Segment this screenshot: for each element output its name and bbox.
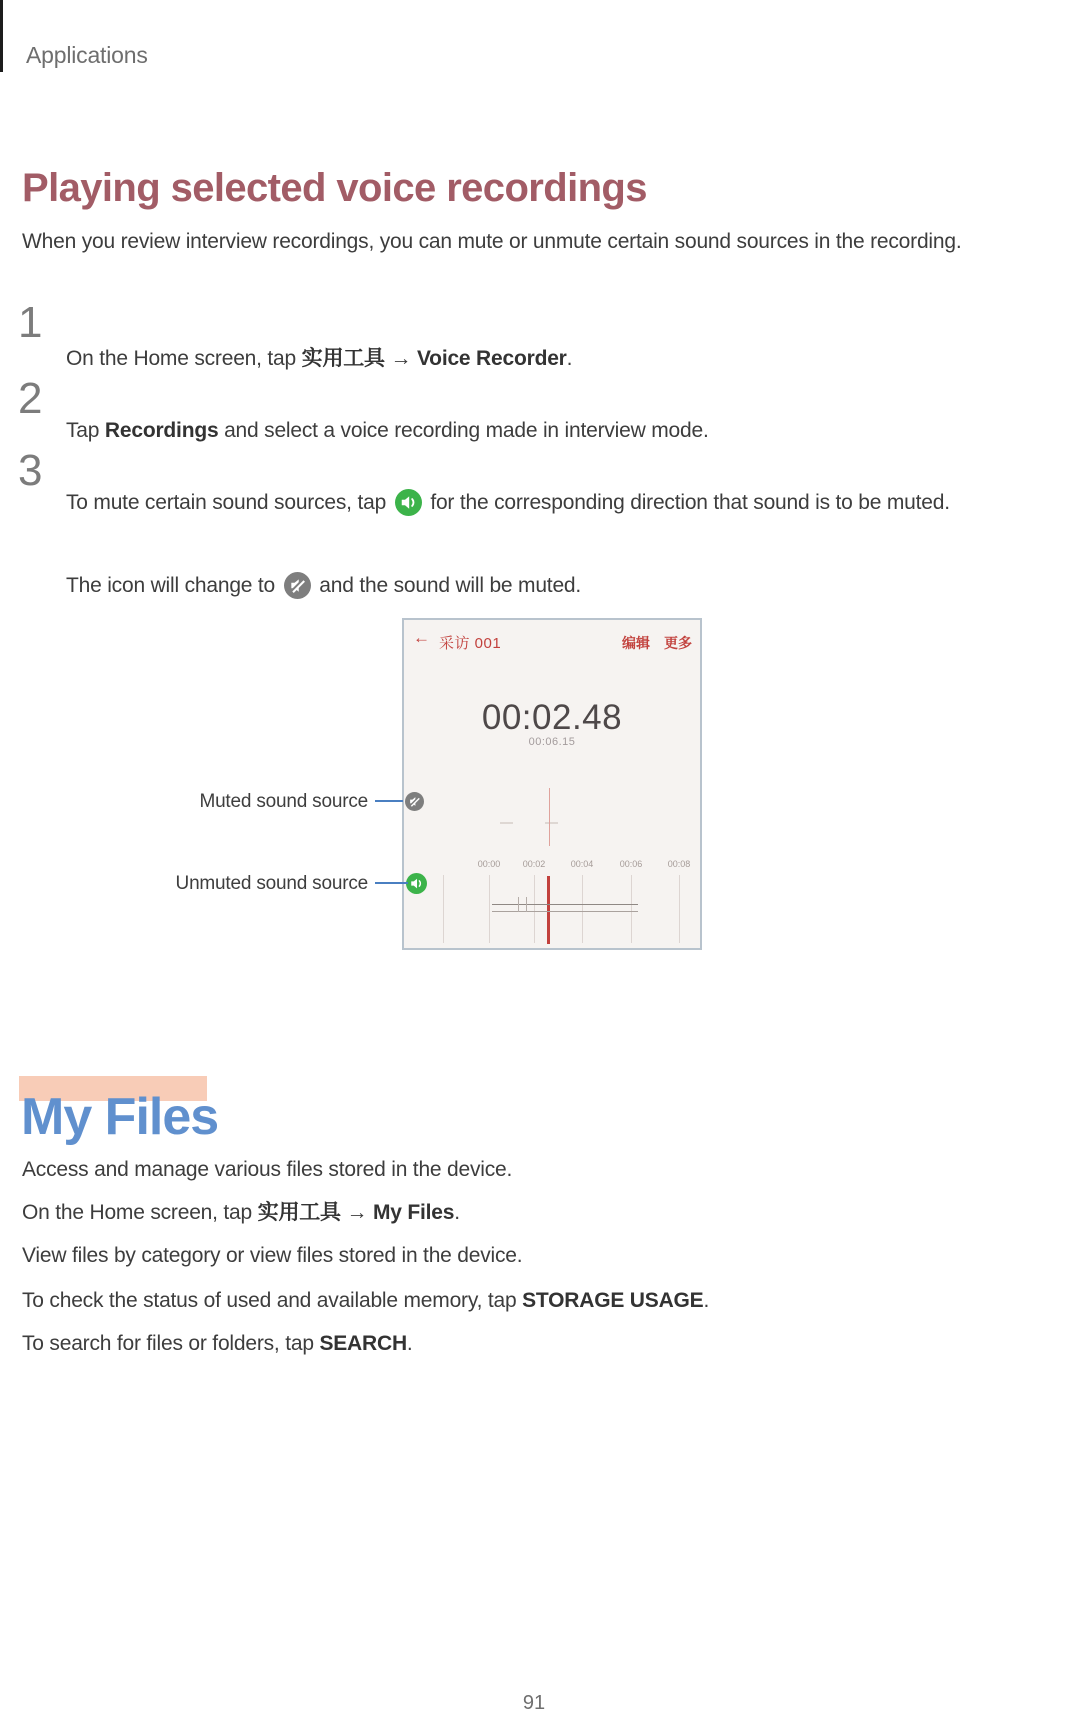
recording-duration: 00:06.15: [528, 736, 576, 748]
waveform-line: [492, 904, 638, 905]
more-button: 更多: [664, 635, 692, 651]
timeline-tick: 00:04: [570, 859, 594, 869]
p2-pre: On the Home screen, tap: [22, 1201, 258, 1224]
running-header: Applications: [26, 42, 148, 68]
timeline-tick: 00:06: [619, 859, 643, 869]
unmuted-source-callout: Unmuted sound source: [175, 873, 368, 894]
step-2-text: [66, 413, 1026, 448]
p4-post: .: [703, 1289, 710, 1312]
step-3-note: [66, 568, 1026, 603]
speaker-mute-icon: [284, 572, 311, 599]
timeline-gridline: [534, 875, 535, 943]
p5-bold: SEARCH: [319, 1332, 407, 1355]
myfiles-paragraph: [22, 1195, 1026, 1230]
section-title-myfiles: My Files: [21, 1088, 219, 1147]
myfiles-paragraph: View files by category or view files stored in the device.: [22, 1244, 523, 1267]
timeline-tick: 00:02: [522, 859, 546, 869]
timeline-tick: 00:08: [667, 859, 691, 869]
step-1-post: .: [566, 347, 573, 370]
playhead-lower: [547, 876, 550, 944]
speaker-mute-icon: [405, 792, 424, 811]
edit-button: 编辑: [622, 635, 650, 651]
back-arrow-icon: ←: [413, 628, 430, 647]
p4-bold: STORAGE USAGE: [522, 1289, 704, 1312]
arrow-glyph: →: [384, 347, 417, 370]
step-1-target: Voice Recorder: [416, 347, 567, 370]
step-2-bold: Recordings: [104, 419, 219, 442]
step-1-app-name: 实用工具: [301, 347, 385, 370]
muted-waveform-segment: [500, 822, 513, 824]
section-title-voice: Playing selected voice recordings: [22, 165, 647, 210]
phone-action-buttons: [622, 633, 692, 653]
p2-target: My Files: [372, 1201, 455, 1224]
timeline-gridline: [679, 875, 680, 943]
step-3-post: for the corresponding direction that sound is to be muted.: [424, 491, 950, 514]
waveform-spike: [526, 897, 527, 912]
section-marker-bar: [0, 0, 3, 72]
step-2-number: 2: [18, 374, 43, 423]
speaker-on-icon: [406, 873, 427, 894]
page-number: 91: [522, 1692, 546, 1714]
step-3-pre: To mute certain sound sources, tap: [66, 491, 392, 514]
p2-app-name: 实用工具: [257, 1201, 341, 1224]
muted-source-callout: Muted sound source: [199, 791, 368, 812]
timeline-gridline: [489, 875, 490, 943]
muted-callout-line: [375, 800, 403, 802]
recording-title: 采访 001: [439, 635, 502, 652]
playback-time: 00:02.48: [481, 698, 623, 737]
timeline-gridline: [443, 875, 444, 943]
step-1-number: 1: [18, 298, 43, 347]
p5-post: .: [406, 1332, 413, 1355]
p5-pre: To search for files or folders, tap: [22, 1332, 320, 1355]
myfiles-paragraph: [22, 1326, 1026, 1361]
speaker-on-icon: [395, 489, 422, 516]
note-pre: The icon will change to: [66, 574, 281, 597]
timeline-tick: 00:00: [477, 859, 501, 869]
muted-waveform-segment: [545, 822, 558, 824]
arrow-glyph: →: [340, 1201, 373, 1224]
playhead-upper: [549, 788, 550, 846]
timeline-gridline: [631, 875, 632, 943]
step-2-pre: Tap: [66, 419, 105, 442]
voice-intro-paragraph: When you review interview recordings, you can mute or unmute certain sound sources in the recording.: [22, 230, 962, 253]
unmuted-callout-line: [375, 882, 408, 884]
timeline-gridline: [582, 875, 583, 943]
myfiles-paragraph: Access and manage various files stored in the device.: [22, 1158, 513, 1181]
note-post: and the sound will be muted.: [313, 574, 582, 597]
myfiles-paragraph: [22, 1283, 1026, 1318]
step-3-number: 3: [18, 446, 43, 495]
step-3-text: [66, 485, 1024, 521]
waveform-spike: [518, 897, 519, 912]
voice-recorder-screenshot: [402, 618, 702, 950]
step-1-pre: On the Home screen, tap: [66, 347, 302, 370]
step-2-post: and select a voice recording made in interview mode.: [218, 419, 709, 442]
p2-post: .: [454, 1201, 460, 1224]
step-1-text: [66, 341, 1026, 376]
waveform-line: [492, 911, 638, 912]
p4-pre: To check the status of used and available memory, tap: [22, 1289, 523, 1312]
